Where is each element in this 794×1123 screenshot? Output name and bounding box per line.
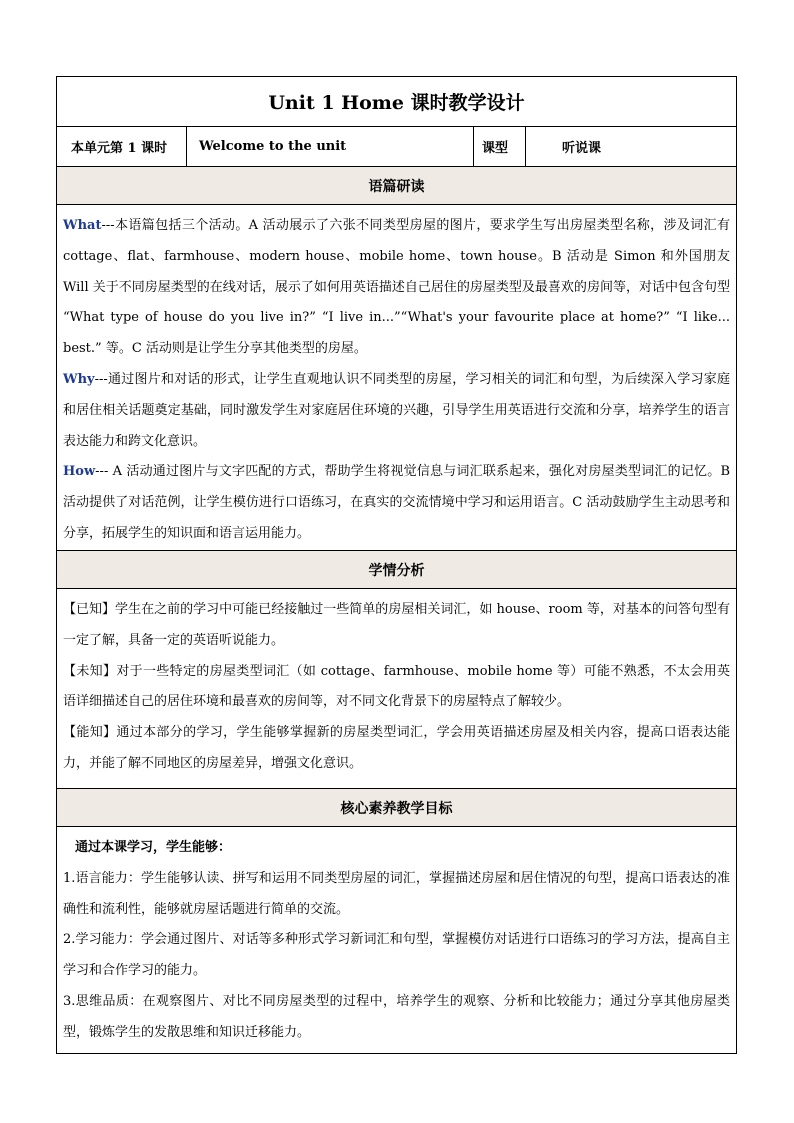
what-keyword: What xyxy=(63,218,102,233)
lesson-name: Welcome to the unit xyxy=(187,127,474,166)
section-heading-learner-analysis: 学情分析 xyxy=(57,551,736,589)
goal-item: 2.学习能力：学会通过图片、对话等多种形式学习新词汇和句型，掌握模仿对话进行口语练习的学习方法，提高自主学习和合作学习的能力。 xyxy=(63,932,730,979)
why-paragraph xyxy=(63,365,730,457)
goals-intro: 通过本课学习，学生能够： xyxy=(75,840,232,855)
how-paragraph xyxy=(63,457,730,549)
what-paragraph xyxy=(63,211,730,365)
learner-analysis-body xyxy=(57,589,736,789)
lesson-number-label: 本单元第 1 课时 xyxy=(57,127,187,166)
unknown-paragraph: 【未知】对于一些特定的房屋类型词汇（如 cottage、farmhouse、mobile home 等）可能不熟悉，不太会用英语详细描述自己的居住环境和最喜欢的房间等，对不同文化背景下的房屋特点了解较少。 xyxy=(63,663,730,710)
document-title: Unit 1 Home 课时教学设计 xyxy=(57,77,736,127)
goal-item: 1.语言能力：学生能够认读、拼写和运用不同类型房屋的词汇，掌握描述房屋和居住情况的句型，提高口语表达的准确性和流利性，能够就房屋话题进行简单的交流。 xyxy=(63,870,730,917)
why-keyword: Why xyxy=(63,371,95,387)
text-analysis-body xyxy=(57,205,736,551)
section-heading-text-analysis: 语篇研读 xyxy=(57,167,736,205)
known-paragraph: 【已知】学生在之前的学习中可能已经接触过一些简单的房屋相关词汇，如 house、room 等，对基本的问答句型有一定了解，具备一定的英语听说能力。 xyxy=(63,602,730,648)
why-text: ---通过图片和对话的形式，让学生直观地认识不同类型的房屋，学习相关的词汇和句型，为后续深入学习家庭和居住相关话题奠定基础，同时激发学生对家庭居住环境的兴趣，引导学生用英语进行交流和分享，培养学生的语言表达能力和跨文化意识。 xyxy=(63,371,730,449)
goal-item: 3.思维品质：在观察图片、对比不同房屋类型的过程中，培养学生的观察、分析和比较能力；通过分享其他房屋类型，锻炼学生的发散思维和知识迁移能力。 xyxy=(63,993,730,1040)
section-heading-teaching-goals: 核心素养教学目标 xyxy=(57,789,736,827)
lesson-meta-row xyxy=(57,127,736,167)
lesson-type-value: 听说课 xyxy=(562,141,602,156)
what-text: ---本语篇包括三个活动。A 活动展示了六张不同类型房屋的图片，要求学生写出房屋类型名称，涉及词汇有 cottage、flat、farmhouse、modern house、mobile home、town house。B 活动是 Simon 和外国朋友 Will 关于不同房屋类型的在线对话，展示了如何用英语描述自己居住的房屋类型及最喜欢的房间等，对话中包含句型 “What type of house do you live in?” “I live in...”“What's your favourite place at home?” “I like... best.” 等。C 活动则是让学生分享其他类型的房屋。 xyxy=(63,218,730,357)
lesson-type-label: 课型 xyxy=(474,127,526,166)
lesson-plan-table xyxy=(56,76,737,1054)
how-text: --- A 活动通过图片与文字匹配的方式，帮助学生将视觉信息与词汇联系起来，强化对房屋类型词汇的记忆。B 活动提供了对话范例，让学生模仿进行口语练习，在真实的交流情境中学习和运用语言。C 活动鼓励学生主动思考和分享，拓展学生的知识面和语言运用能力。 xyxy=(63,464,730,541)
teaching-goals-body xyxy=(57,827,736,1053)
able-paragraph: 【能知】通过本部分的学习，学生能够掌握新的房屋类型词汇，学会用英语描述房屋及相关内容，提高口语表达能力，并能了解不同地区的房屋差异，增强文化意识。 xyxy=(63,725,730,771)
how-keyword: How xyxy=(63,464,96,480)
